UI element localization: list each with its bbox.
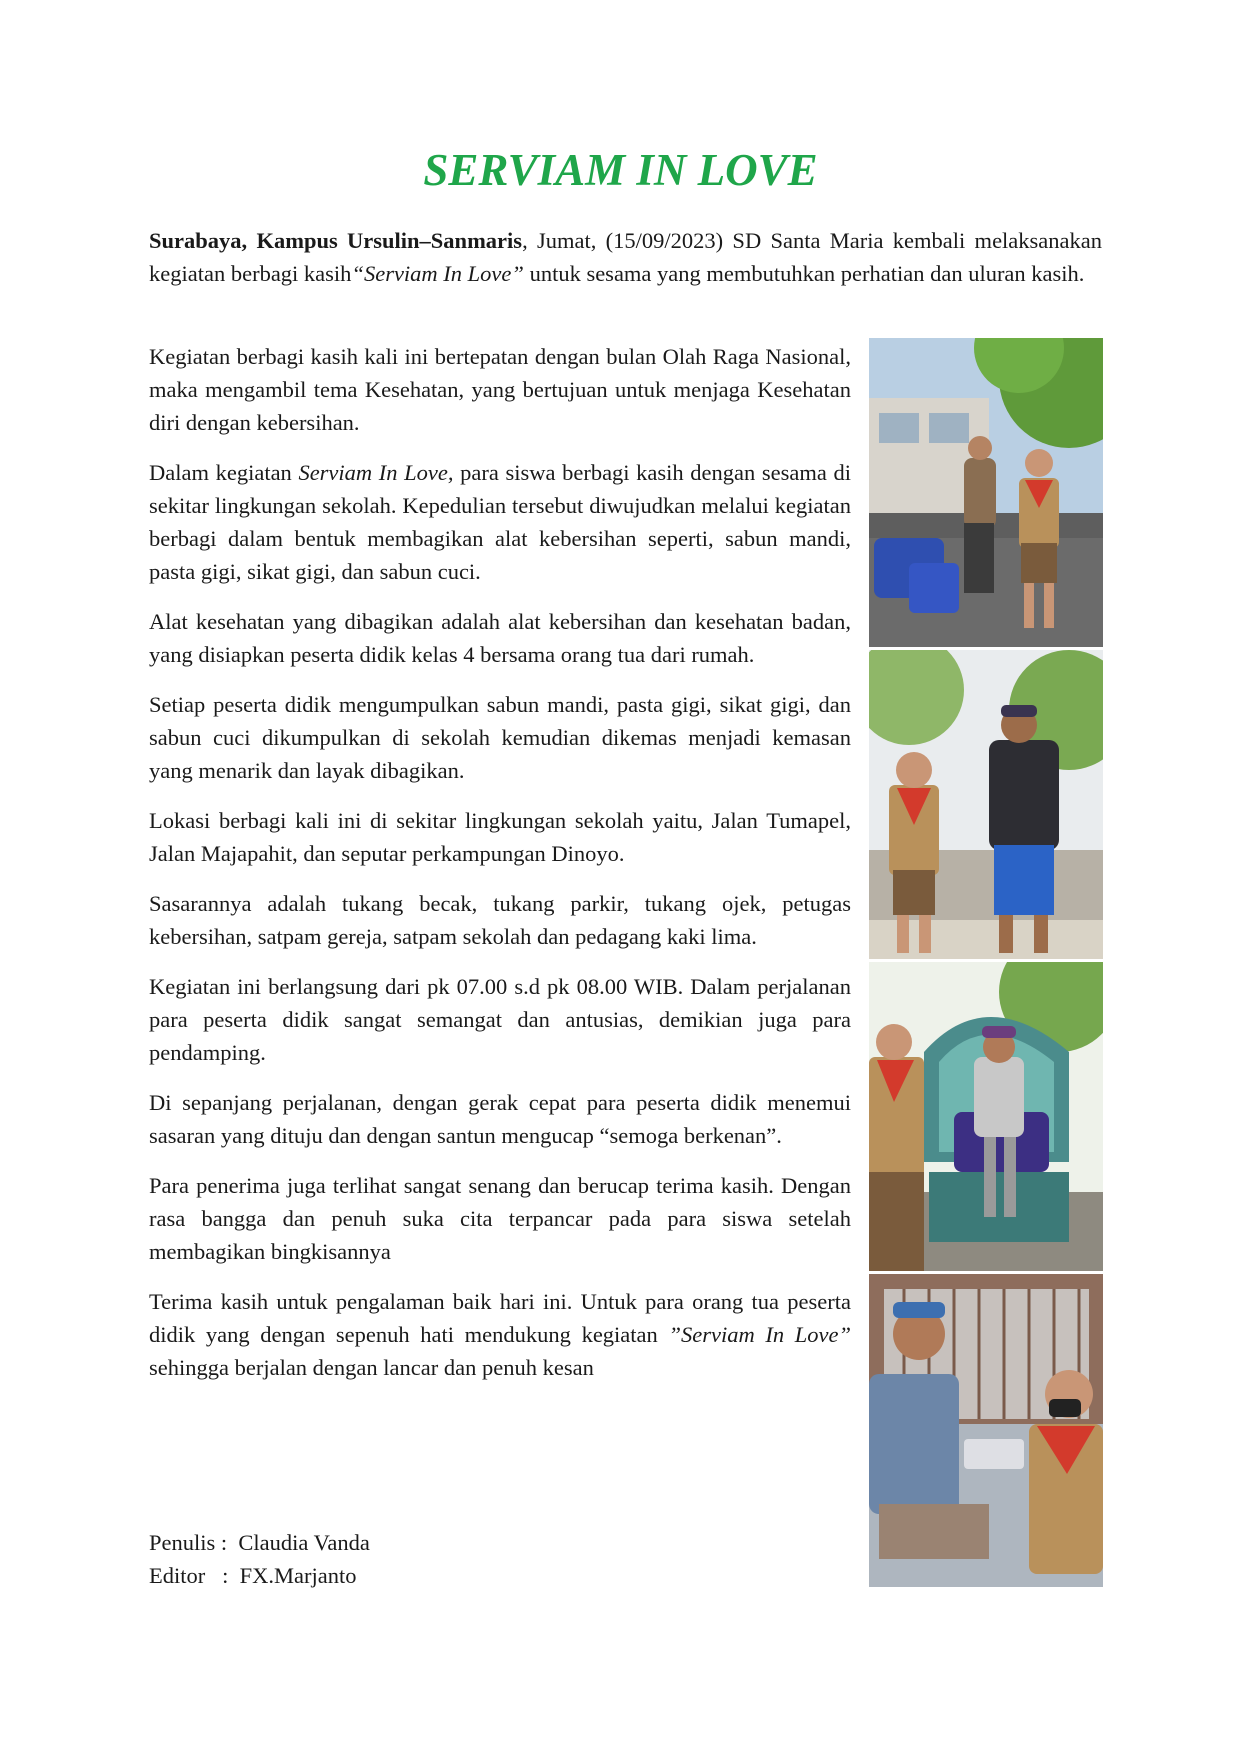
paragraph-10-text-rest: sehingga berjalan dengan lancar dan penuh kesan	[149, 1355, 594, 1380]
intro-location: Surabaya, Kampus Ursulin–Sanmaris	[149, 228, 523, 253]
paragraph-2	[149, 456, 851, 588]
page-title: SERVIAM IN LOVE	[423, 145, 818, 195]
paragraph-9: Para penerima juga terlihat sangat senang dan berucap terima kasih. Dengan rasa bangga dan penuh suka cita terpancar pada para siswa setelah membagikan bingkisannya	[149, 1173, 851, 1264]
photo-student-giving-to-cart-worker	[869, 338, 1103, 647]
intro-paragraph	[149, 224, 1102, 290]
paragraph-5: Lokasi berbagi kali ini di sekitar lingkungan sekolah yaitu, Jalan Tumapel, Jalan Majapahit, dan seputar perkampungan Dinoyo.	[149, 808, 851, 866]
writer-name: Claudia Vanda	[238, 1530, 370, 1555]
paragraph-1: Kegiatan berbagi kasih kali ini bertepatan dengan bulan Olah Raga Nasional, maka mengambil tema Kesehatan, yang bertujuan untuk menjaga Kesehatan diri dengan kebersihan.	[149, 344, 851, 435]
paragraph-2-text-rest: para siswa berbagi kasih dengan sesama di sekitar lingkungan sekolah. Kepedulian tersebut diwujudkan melalui kegiatan berbagi dalam bentuk membagikan alat kebersihan seperti, sabun mandi, pasta gigi, sikat gigi, dan sabun cuci.	[149, 460, 851, 584]
paragraph-10-event-name: ”Serviam In Love”	[668, 1322, 851, 1347]
article-body	[149, 340, 851, 1401]
editor-label: Editor :	[149, 1563, 240, 1588]
paragraph-4: Setiap peserta didik mengumpulkan sabun mandi, pasta gigi, sikat gigi, dan sabun cuci dikumpulkan di sekolah kemudian dikemas menjadi kemasan yang menarik dan layak dibagikan.	[149, 692, 851, 783]
writer-label: Penulis :	[149, 1530, 239, 1555]
paragraph-10	[149, 1285, 851, 1384]
photo-student-handing-gift	[869, 1274, 1103, 1587]
paragraph-2-event-name: Serviam In Love,	[298, 460, 454, 485]
paragraph-2-text: Dalam kegiatan	[149, 460, 299, 485]
paragraph-10-text: Terima kasih untuk pengalaman baik hari ini. Untuk para orang tua peserta didik yang dengan sepenuh hati mendukung kegiatan	[149, 1289, 851, 1347]
photo-student-with-becak-driver	[869, 962, 1103, 1271]
paragraph-3: Alat kesehatan yang dibagikan adalah alat kebersihan dan kesehatan badan, yang disiapkan peserta didik kelas 4 bersama orang tua dari rumah.	[149, 609, 851, 667]
intro-event-name: “Serviam In Love”	[351, 261, 524, 286]
photo-student-with-man-in-cap	[869, 650, 1103, 959]
editor-name: FX.Marjanto	[239, 1563, 357, 1588]
paragraph-8: Di sepanjang perjalanan, dengan gerak cepat para peserta didik menemui sasaran yang dituju dan dengan santun mengucap “semoga berkenan”.	[149, 1090, 851, 1148]
intro-tail: untuk sesama yang membutuhkan perhatian dan uluran kasih.	[523, 261, 1085, 286]
intro-text: , Jumat, (15/09/2023) SD Santa Maria kembali melaksanakan kegiatan berbagi kasih	[149, 228, 1103, 286]
writer-credit	[149, 1526, 370, 1559]
credits	[149, 1526, 370, 1592]
paragraph-6: Sasarannya adalah tukang becak, tukang parkir, tukang ojek, petugas kebersihan, satpam gereja, satpam sekolah dan pedagang kaki lima.	[149, 891, 851, 949]
paragraph-7: Kegiatan ini berlangsung dari pk 07.00 s.d pk 08.00 WIB. Dalam perjalanan para peserta didik sangat semangat dan antusias, demikian juga para pendamping.	[149, 974, 851, 1065]
editor-credit	[149, 1559, 370, 1592]
